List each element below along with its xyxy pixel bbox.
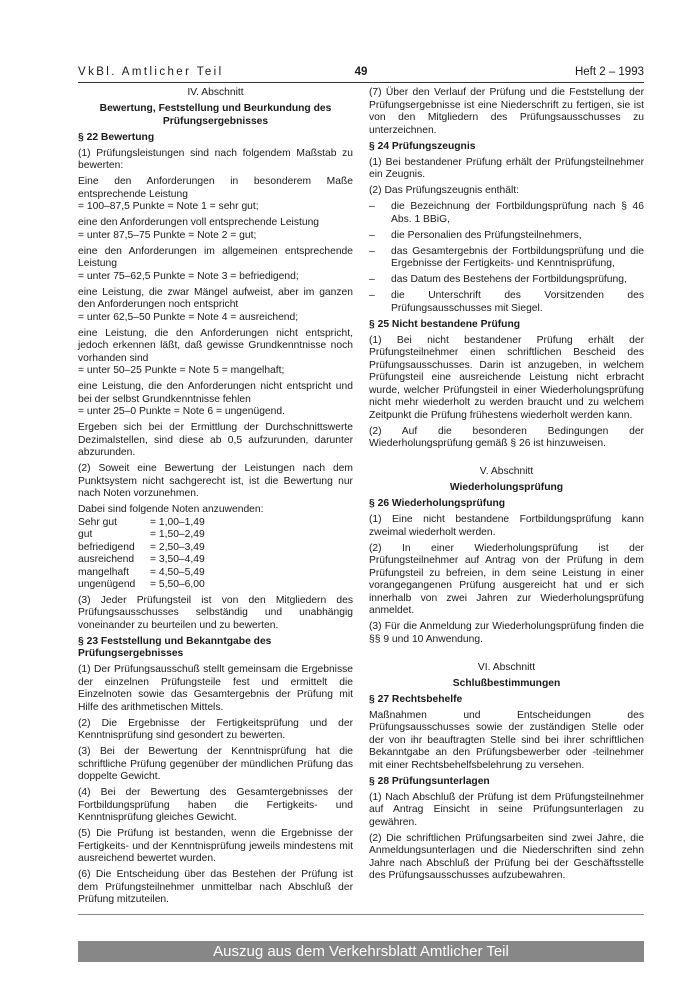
list-item-text: die Bezeichnung der Fortbildungsprüfung nach § 46 Abs. 1 BBiG, <box>391 201 644 225</box>
paragraph-text: (6) Die Entscheidung über das Bestehen der Prüfung ist dem Prüfungsteilnehmer unmittelbar nach Abschluß der Prüfung mitzuteilen. <box>78 869 353 905</box>
section-label: IV. Abschnitt <box>187 87 244 98</box>
page-header <box>78 64 644 80</box>
footer-banner <box>78 941 644 962</box>
grade-name: Sehr gut <box>78 516 117 528</box>
paragraph-text: (2) Die Ergebnisse der Fertigkeitsprüfung und der Kenntnisprüfung sind gesondert zu bewerten. <box>78 717 353 741</box>
paragraph-text: (1) Prüfungsleistungen sind nach folgendem Maßstab zu bewerten: <box>78 147 353 171</box>
paragraph-heading-26: § 26 Wiederholungsprüfung <box>369 498 506 509</box>
paragraph-text: Dabei sind folgende Noten anzuwenden: <box>78 504 264 515</box>
grade-description: eine Leistung, die den Anforderungen nicht entspricht und bei der selbst Grundkenntnisse fehlen <box>78 381 353 405</box>
paragraph-text: (2) In einer Wiederholungsprüfung ist der Prüfungsteilnehmer auf Antrag von der Prüfung in dem Prüfungsteil zu befreien, in dem seine Leistung in einer vorangegangenen Prüfung ausgereicht hat und er sich innerhalb von zwei Jahren zur Wiederholungsprüfung anmeldet. <box>369 542 644 616</box>
paragraph-text: (7) Über den Verlauf der Prüfung und die Feststellung der Prüfungsergebnisse ist eine Niederschrift zu fertigen, sie ist von den Mitgliedern des Prüfungsausschusses zu unterzeichnen. <box>369 87 644 136</box>
paragraph-text: (2) Das Prüfungszeugnis enthält: <box>369 185 519 196</box>
grade-name: ausreichend <box>78 554 135 565</box>
paragraph-text: (3) Jeder Prüfungsteil ist von den Mitgliedern des Prüfungsausschusses selbständig und unabhängig voneinander zu beurteilen und zu bewerten. <box>78 594 353 631</box>
paragraph-heading-28: § 28 Prüfungsunterlagen <box>369 775 490 787</box>
grade-name: ungenügend <box>78 579 136 590</box>
grade-name: befriedigend <box>78 541 135 553</box>
dash-bullet: – <box>369 274 375 285</box>
grade-name: gut <box>78 529 93 540</box>
section-title: Wiederholungsprüfung <box>449 482 564 493</box>
paragraph-heading-27: § 27 Rechtsbehelfe <box>369 693 463 705</box>
list-item-text: die Unterschrift des Vorsitzenden des Prüfungsausschusses mit Siegel. <box>391 290 644 314</box>
paragraph-text: (1) Bei bestandener Prüfung erhält der Prüfungsteilnehmer ein Zeugnis. <box>369 156 644 180</box>
left-column <box>78 87 353 910</box>
list-item-text: das Gesamtergebnis der Fortbildungsprüfung und die Ergebnisse der Fertigkeits- und Kenntnisprüfung, <box>391 245 644 269</box>
paragraph-heading-22: § 22 Bewertung <box>78 131 155 143</box>
grade-range: = 5,50–6,00 <box>150 579 205 590</box>
grade-description: eine den Anforderungen im allgemeinen entsprechende Leistung <box>78 245 353 269</box>
grade-description: eine Leistung, die zwar Mängel aufweist, aber im ganzen den Anforderungen noch entspricht <box>78 286 353 310</box>
dash-bullet: – <box>369 245 375 257</box>
list-item-text: das Datum des Bestehens der Fortbildungsprüfung, <box>391 274 627 285</box>
header-divider <box>78 82 644 83</box>
journal-title: VkBl. Amtlicher Teil <box>78 66 224 78</box>
footer-divider <box>78 914 644 915</box>
paragraph-text: (2) Auf die besonderen Bedingungen der Wiederholungsprüfung gemäß § 26 ist hinzuweisen. <box>369 425 644 449</box>
paragraph-text: (1) Nach Abschluß der Prüfung ist dem Prüfungsteilnehmer auf Antrag Einsicht in seine Prüfungsunterlagen zu gewähren. <box>369 791 644 828</box>
grade-row <box>78 567 353 580</box>
grade-table <box>78 517 353 592</box>
paragraph-heading-25: § 25 Nicht bestandene Prüfung <box>369 318 521 330</box>
grade-description: Eine den Anforderungen in besonderem Maße entsprechende Leistung <box>78 176 353 200</box>
paragraph-text: (3) Für die Anmeldung zur Wiederholungsprüfung finden die §§ 9 und 10 Anwendung. <box>369 621 644 645</box>
issue-label: Heft 2 – 1993 <box>574 66 644 78</box>
certificate-contents-list <box>369 201 644 315</box>
grade-scale: = unter 25–0 Punkte = Note 6 = ungenügend. <box>78 406 285 417</box>
paragraph-text: (4) Bei der Bewertung des Gesamtergebnisses der Fortbildungsprüfung haben die Fertigkeits- und Kenntnisprüfung gleiches Gewicht. <box>78 787 353 823</box>
paragraph-text: (1) Bei nicht bestandener Prüfung erhält der Prüfungsteilnehmer einen schriftlichen Bescheid des Prüfungsausschusses. Darin ist anzugeben, in welchem Prüfungsteil eine ausreichende Leistung nicht erbracht wurde, welcher Prüfungsteil in einer Wiederholungsprüfung nicht mehr wiederholt zu werden braucht und zu welchem Zeitpunkt die Prüfung frühestens wiederholt werden kann. <box>369 334 644 421</box>
list-item <box>369 274 644 287</box>
section-title: Schlußbestimmungen <box>452 677 561 689</box>
paragraph-text: (2) Die schriftlichen Prüfungsarbeiten sind zwei Jahre, die Anmeldungsunterlagen und die Niederschriften sind zehn Jahre nach Abschluß der Prüfung bei der Geschäftsstelle des Prüfungsausschusses aufzubewahren. <box>369 832 644 881</box>
paragraph-text: (5) Die Prüfung ist bestanden, wenn die Ergebnisse der Fertigkeits- und der Kenntnisprüfung jeweils mindestens mit ausreichend bewertet wurden. <box>78 828 353 864</box>
right-column <box>369 87 644 886</box>
dash-bullet: – <box>369 201 375 212</box>
paragraph-text: (1) Der Prüfungsausschuß stellt gemeinsam die Ergebnisse der einzelnen Prüfungsteile fest und ermittelt die Einzelnoten sowie das Gesamtergebnis der Prüfung mit Hilfe des arithmetischen Mittels. <box>78 664 353 713</box>
grade-scale: = unter 50–25 Punkte = Note 5 = mangelhaft; <box>78 365 285 376</box>
grade-row <box>78 529 353 542</box>
grade-description: eine Leistung, die den Anforderungen nicht entspricht, jedoch erkennen läßt, daß gewisse Grundkenntnisse noch vorhanden sind <box>78 327 353 364</box>
dash-bullet: – <box>369 290 375 301</box>
section-label: V. Abschnitt <box>479 466 534 477</box>
grade-scale: = unter 75–62,5 Punkte = Note 3 = befriedigend; <box>78 270 299 282</box>
section-title: Bewertung, Feststellung und Beurkundung des Prüfungsergebnisses <box>99 103 332 127</box>
paragraph-text: (3) Bei der Bewertung der Kenntnisprüfung hat die schriftliche Prüfung gegenüber der mündlichen Prüfung das doppelte Gewicht. <box>78 746 353 782</box>
grade-range: = 1,50–2,49 <box>150 529 205 540</box>
grade-row <box>78 579 353 592</box>
list-item <box>369 290 644 315</box>
grade-scale: = unter 62,5–50 Punkte = Note 4 = ausreichend; <box>78 311 299 323</box>
list-item <box>369 230 644 243</box>
grade-row <box>78 554 353 567</box>
paragraph-heading-23: § 23 Feststellung und Bekanntgabe des Prüfungsergebnisses <box>78 635 272 659</box>
paragraph-text: Ergeben sich bei der Ermittlung der Durchschnittswerte Dezimalstellen, sind diese ab 0,5 aufzurunden, darunter abzurunden. <box>78 422 353 458</box>
grade-range: = 2,50–3,49 <box>150 541 205 553</box>
grade-range: = 4,50–5,49 <box>150 566 205 578</box>
spacer <box>369 650 644 662</box>
list-item <box>369 246 644 271</box>
page-number: 49 <box>354 66 368 78</box>
section-label: VI. Abschnitt <box>477 661 536 673</box>
footer-text: Auszug aus dem Verkehrsblatt Amtlicher Teil <box>213 943 509 960</box>
dash-bullet: – <box>369 229 375 241</box>
paragraph-heading-24: § 24 Prüfungszeugnis <box>369 140 476 152</box>
grade-range: = 3,50–4,49 <box>150 554 205 565</box>
grade-description: eine den Anforderungen voll entsprechende Leistung <box>78 217 320 228</box>
list-item <box>369 201 644 226</box>
paragraph-text: (2) Soweit eine Bewertung der Leistungen nach dem Punktsystem nicht sachgerecht ist, ist die Bewertung nur nach Noten vorzunehmen. <box>78 463 353 499</box>
grade-row <box>78 542 353 555</box>
paragraph-text: (1) Eine nicht bestandene Fortbildungsprüfung kann zweimal wiederholt werden. <box>369 514 644 538</box>
paragraph-text: Maßnahmen und Entscheidungen des Prüfungsausschusses sowie der zuständigen Stelle oder der von ihr beauftragten Stelle sind bei ihrer schriftlichen Bekanntgabe an den Prüfungsbewerber oder -teilnehmer mit einer Rechtsbehelfsbelehrung zu versehen. <box>369 709 644 771</box>
grade-range: = 1,00–1,49 <box>150 516 205 528</box>
spacer <box>369 454 644 466</box>
grade-row <box>78 517 353 530</box>
grade-scale: = 100–87,5 Punkte = Note 1 = sehr gut; <box>78 201 259 212</box>
list-item-text: die Personalien des Prüfungsteilnehmers, <box>391 229 582 241</box>
grade-name: mangelhaft <box>78 566 129 578</box>
grade-scale: = unter 87,5–75 Punkte = Note 2 = gut; <box>78 229 257 241</box>
